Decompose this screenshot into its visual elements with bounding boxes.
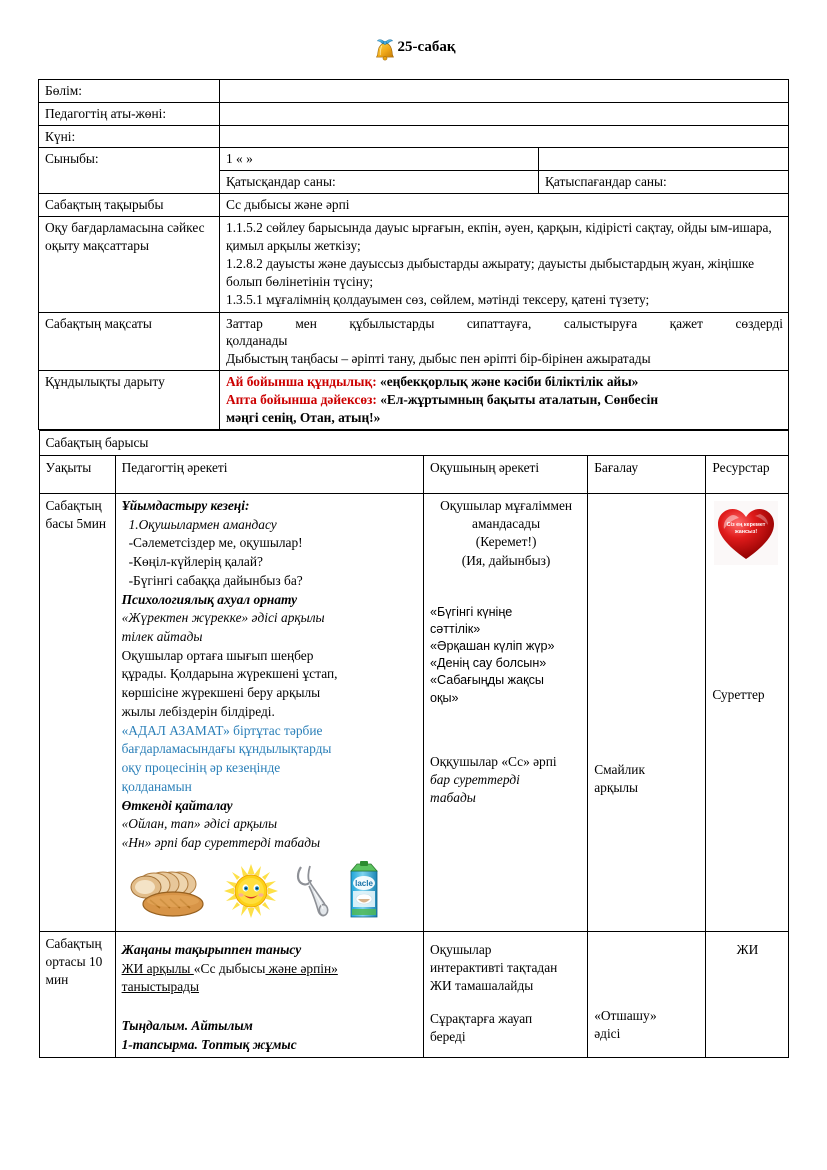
column-header-resources: Ресурстар [706,455,788,493]
column-header-time: Уақыты [39,455,115,493]
value-month-text: «еңбекқорлық және кәсіби біліктілік айы» [376,374,639,390]
cell-assessment-start [588,494,706,932]
student-line: оқы» [429,690,459,705]
teacher-line: 1.Оқушылармен амандасу [128,516,277,532]
lesson-info-table [38,79,789,430]
student-line: Оқушылар мұғаліммен [440,498,573,514]
label-section: Бөлім: [39,80,220,103]
lesson-flow-title: Сабақтың барысы [39,430,788,455]
table-row-lesson-flow-title [39,430,788,455]
column-header-assessment: Бағалау [588,455,706,493]
spacer [122,997,418,1017]
teacher-line: -Сәлеметсіздер ме, оқушылар! [128,535,303,551]
student-line: Оқушылар [429,941,492,957]
table-row-topic [39,194,789,217]
label-class: Сыныбы: [39,148,220,194]
teacher-heading-listening: Тыңдалым. Айтылым [121,1018,253,1034]
value-date[interactable] [220,125,789,148]
spacer [712,570,782,686]
objective-line: 1.2.8.2 дауысты және дауыссыз дыбыстарды ажырату; дауысты дыбыстардың жуан, жіңішке болып бөлінетінін түсіну; [226,256,755,289]
page-title: 25-сабақ [397,38,456,55]
cell-resources-start [706,494,788,932]
teacher-heading-psychological: Психологиялық ахуал орнату [121,591,298,607]
table-row-class [39,148,789,171]
goal-line-1: Заттар мен құбылыстарды сипаттауға, салыстыруға қажет сөздерді [226,315,783,331]
teacher-line: таныстырады [121,979,199,995]
sun-icon [218,863,284,924]
document-header [0,0,827,79]
teacher-line: -Бүгінгі сабаққа дайынбыз ба? [128,572,303,588]
spacer [594,497,700,761]
teacher-heading-review: Өткенді қайталау [121,797,233,813]
student-line [430,753,582,771]
teacher-line: жылы лебіздерін білдіреді. [121,703,275,719]
value-class-extra[interactable] [539,148,789,171]
student-line: ЖИ тамашалайды [429,978,534,994]
label-goal: Сабақтың мақсаты [39,312,220,370]
goal-line-2: қолданады [226,333,288,349]
teacher-picture-strip [122,853,418,928]
label-objectives: Оқу бағдарламасына сәйкес оқыту мақсаттары [39,216,220,312]
school-bell-icon [372,36,398,62]
resource-line: Суреттер [712,687,765,703]
cell-teacher-start [115,494,423,932]
column-header-teacher: Педагогтің әрекеті [115,455,423,493]
teacher-line-ai [122,960,418,978]
student-line: (Ия, дайынбыз) [461,552,551,568]
juice-carton-icon [344,861,384,924]
spacer [594,935,700,1007]
table-row-values [39,371,789,429]
table-row-teacher-name [39,102,789,125]
teacher-line: Оқушылар ортаға шығып шеңбер [121,647,314,663]
svg-text:lacle: lacle [354,878,373,888]
label-date: Күні: [39,125,220,148]
cell-time-middle: Сабақтың ортасы 10 мин [39,931,115,1058]
spacer [430,570,582,604]
goal-line-3: Дыбыстың таңбасы – әріпті тану, дыбыс пен әріпті бір-бірінен ажыратады [226,351,651,367]
assessment-line: Смайлик [594,762,645,778]
assessment-line: «Отшашу» [594,1007,657,1023]
red-heart-icon [712,497,782,570]
table-row-goal [39,312,789,370]
student-line: Сұрақтарға жауап [429,1010,533,1026]
teacher-line: «Ойлан, тап» әдісі арқылы [121,816,278,832]
label-teacher-name: Педагогтің аты-жөні: [39,102,220,125]
label-topic: Сабақтың тақырыбы [39,194,220,217]
label-values: Құндылықты дарыту [39,371,220,429]
table-row-date [39,125,789,148]
bread-icon [128,863,214,924]
teacher-line-blue: «АДАЛ АЗАМАТ» біртұтас тәрбие [121,722,323,738]
label-absent-count[interactable]: Қатыспағандар саны: [539,171,789,194]
teacher-line: «Жүректен жүрекке» әдісі арқылы [121,610,325,626]
value-teacher-name[interactable] [220,102,789,125]
student-line: «Денің сау болсын» [429,656,547,671]
value-week-label: Апта бойынша дәйексөз: [226,391,377,407]
student-line: «Бүгінгі күніңе [429,604,513,619]
teacher-line: -Көңіл-күйлерің қалай? [128,554,263,570]
table-row-objectives [39,216,789,312]
value-month-label: Ай бойынша құндылық: [226,374,377,390]
student-line: сәттілік» [429,622,481,637]
assessment-line: арқылы [594,780,639,796]
student-line: интерактивті тақтадан [429,960,558,976]
value-month-line [226,373,783,391]
label-present-count[interactable]: Қатысқандар саны: [220,171,539,194]
teacher-line-blue: бағдарламасындағы құндылықтарды [121,741,332,757]
resource-line: ЖИ [736,941,759,957]
teacher-line-ai-quote: «Сс дыбысы [193,960,266,976]
table-row-lesson-middle [39,931,788,1058]
student-line: (Керемет!) [475,534,537,550]
cell-assessment-middle [588,931,706,1058]
value-section[interactable] [220,80,789,103]
spacer [430,996,582,1010]
value-topic[interactable]: Сс дыбысы және әрпі [220,194,789,217]
student-line: береді [429,1028,466,1044]
student-line: «Сабағыңды жақсы [429,673,544,688]
spacer [430,707,582,753]
cell-time-start: Сабақтың басы 5мин [39,494,115,932]
teacher-line: көршісіне жүрекшені беру арқылы [121,685,321,701]
cell-student-middle [423,931,587,1058]
objective-line: 1.1.5.2 сөйлеу барысында дауыс ырғағын, екпін, әуен, қарқын, кідірісті сақтау, ойды ым-ишара, қимыл арқылы жеткізу; [226,219,772,253]
student-line: «Әрқашан күліп жүр» [429,639,555,654]
value-objectives [220,216,789,312]
lesson-flow-table [39,430,789,1059]
teacher-line: «Нн» әрпі бар суреттерді табады [121,834,321,850]
value-values [220,371,789,429]
student-line: табады [429,790,476,806]
cell-student-start [423,494,587,932]
objective-line: 1.3.5.1 мұғалімнің қолдауымен сөз, сөйлем, мәтінді тексеру, қатені түзету; [226,292,650,308]
column-header-student: Оқушының әрекеті [423,455,587,493]
cell-resources-middle [706,931,788,1058]
svg-text:жансыз!: жансыз! [735,529,758,536]
teacher-line-blue: қолданамын [121,778,192,794]
teacher-line-ai-suffix: және әрпін» [265,960,338,976]
value-week-line [226,391,783,409]
table-header-row [39,455,788,493]
teacher-line-ai-prefix: ЖИ арқылы [121,960,194,976]
cell-teacher-middle [115,931,423,1058]
teacher-heading-new-topic: Жаңаны тақырыппен танысу [121,941,302,957]
value-class[interactable]: 1 « » [220,148,539,171]
teacher-heading-organization: Ұйымдастыру кезеңі: [121,498,250,514]
value-goal [220,312,789,370]
teacher-line-blue: оқу процесінің әр кезеңінде [121,760,281,776]
teacher-heading-task1: 1-тапсырма. Топтық жұмыс [121,1036,297,1052]
table-row-section [39,80,789,103]
table-row-lesson-start [39,494,788,932]
teacher-line: құрады. Қолдарына жүрекшені ұстап, [121,666,338,682]
value-week-text: «Ел-жұртымның бақыты аталатын, Сөнбесін [376,391,659,407]
student-line: амандасады [472,516,541,532]
teacher-line: тілек айтады [121,629,203,645]
student-line-text: Оққушылар «Сс» әрпі [429,753,557,769]
value-week-line-2: мәңгі сенің, Отан, атың!» [226,409,381,425]
svg-text:Сіз ең керемет: Сіз ең керемет [726,522,766,529]
assessment-line: әдісі [594,1026,621,1042]
student-line: бар суреттерді [429,771,520,787]
fork-icon [288,861,340,924]
